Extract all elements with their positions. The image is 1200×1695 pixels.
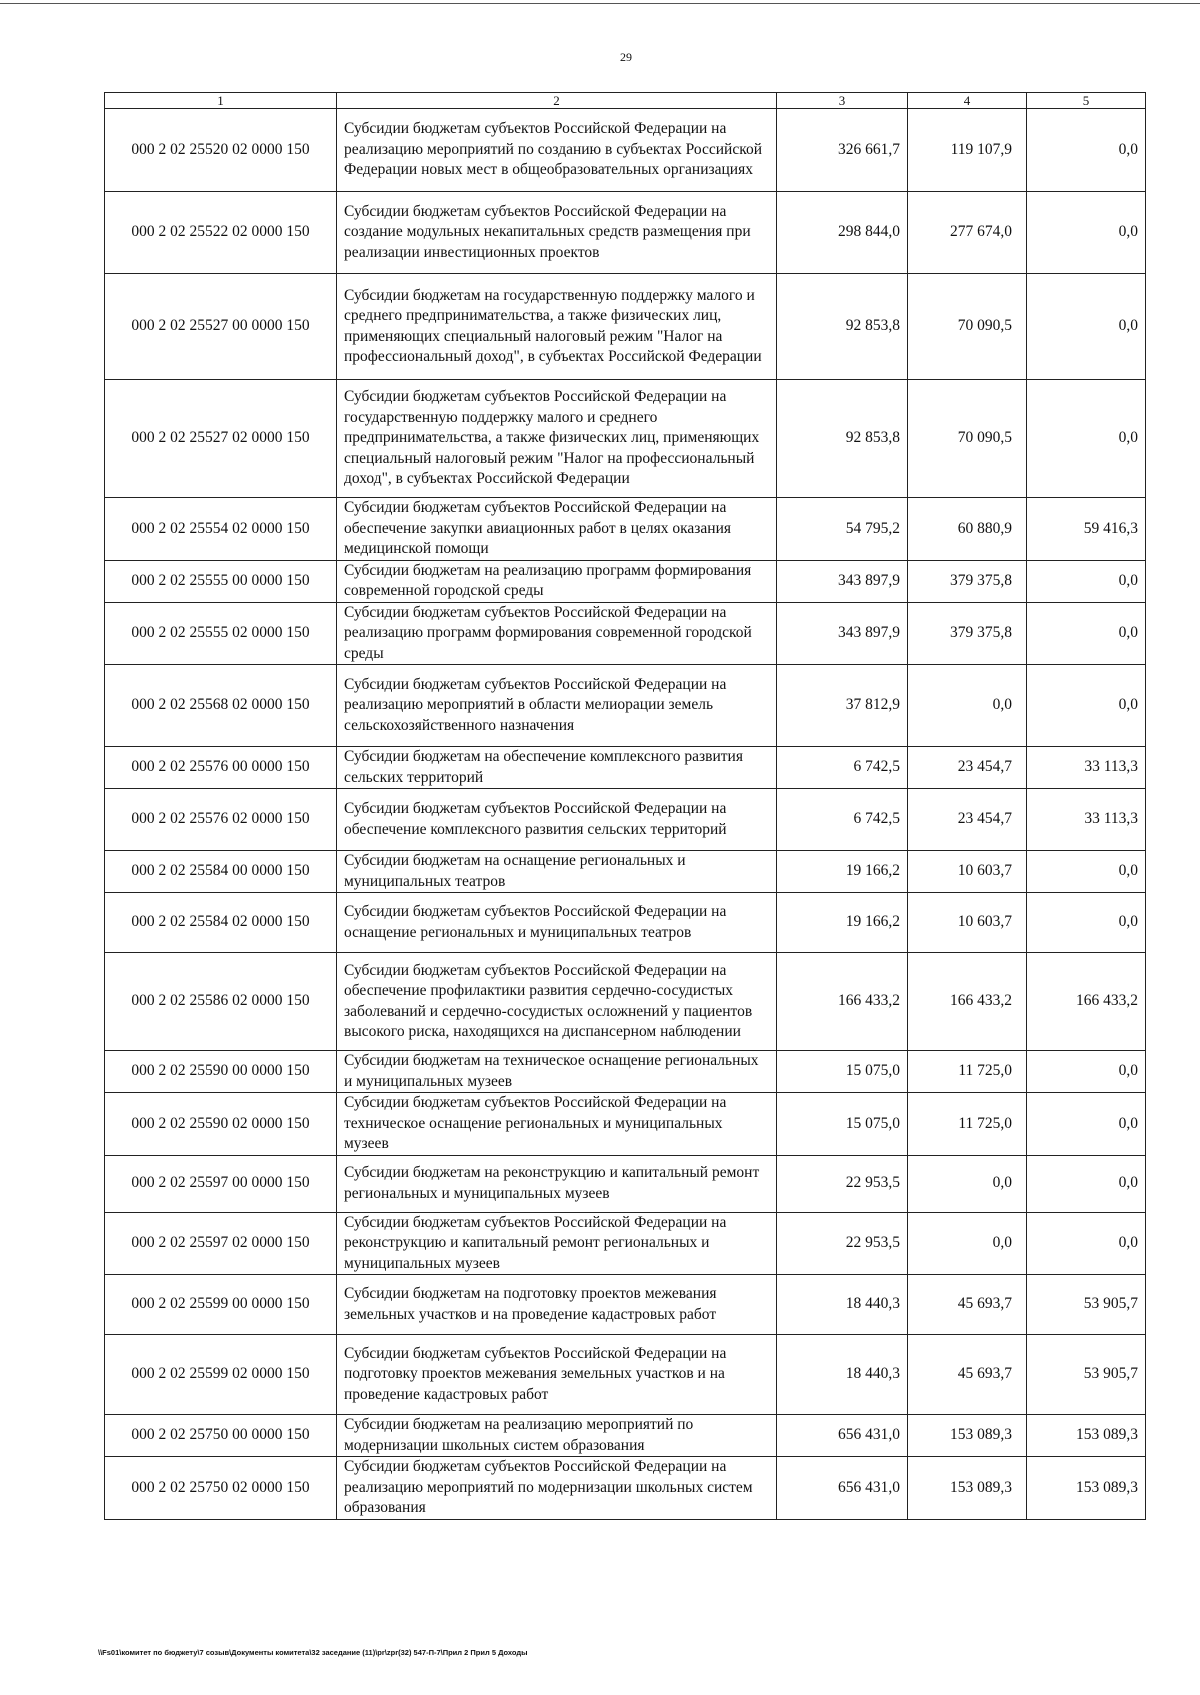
table-row xyxy=(105,192,1146,274)
table-row xyxy=(105,953,1146,1051)
amount-col4-cell: 11 725,0 xyxy=(908,1093,1027,1156)
budget-code-cell: 000 2 02 25527 00 0000 150 xyxy=(105,274,337,380)
amount-col4-cell: 153 089,3 xyxy=(908,1457,1027,1520)
description-cell: Субсидии бюджетам субъектов Российской Федерации на обеспечение комплексного развития сельских территорий xyxy=(337,789,777,851)
amount-col4-cell: 0,0 xyxy=(908,1155,1027,1212)
table-row xyxy=(105,109,1146,192)
budget-code-cell: 000 2 02 25597 00 0000 150 xyxy=(105,1155,337,1212)
description-cell: Субсидии бюджетам на подготовку проектов межевания земельных участков и на проведение кадастровых работ xyxy=(337,1275,777,1335)
amount-col5-cell: 0,0 xyxy=(1027,602,1146,665)
amount-col3-cell: 19 166,2 xyxy=(777,851,908,893)
amount-col5-cell: 153 089,3 xyxy=(1027,1457,1146,1520)
amount-col4-cell: 0,0 xyxy=(908,665,1027,747)
description-cell: Субсидии бюджетам на оснащение региональных и муниципальных театров xyxy=(337,851,777,893)
amount-col3-cell: 298 844,0 xyxy=(777,192,908,274)
amount-col4-cell: 166 433,2 xyxy=(908,953,1027,1051)
description-cell: Субсидии бюджетам на реализацию программ формирования современной городской среды xyxy=(337,560,777,602)
amount-col3-cell: 92 853,8 xyxy=(777,274,908,380)
amount-col5-cell: 0,0 xyxy=(1027,665,1146,747)
amount-col4-cell: 11 725,0 xyxy=(908,1051,1027,1093)
amount-col3-cell: 343 897,9 xyxy=(777,602,908,665)
amount-col3-cell: 166 433,2 xyxy=(777,953,908,1051)
amount-col4-cell: 70 090,5 xyxy=(908,380,1027,498)
amount-col3-cell: 6 742,5 xyxy=(777,747,908,789)
amount-col4-cell: 45 693,7 xyxy=(908,1275,1027,1335)
description-cell: Субсидии бюджетам субъектов Российской Федерации на обеспечение профилактики развития сердечно-сосудистых заболеваний и сердечно-сосудистых осложнений у пациентов высокого риска, находящихся на диспансерном наблюдении xyxy=(337,953,777,1051)
description-cell: Субсидии бюджетам на обеспечение комплексного развития сельских территорий xyxy=(337,747,777,789)
page-number: 29 xyxy=(620,50,632,64)
amount-col3-cell: 54 795,2 xyxy=(777,498,908,561)
description-cell: Субсидии бюджетам субъектов Российской Федерации на реализацию мероприятий в области мелиорации земель сельскохозяйственного назначения xyxy=(337,665,777,747)
amount-col3-cell: 6 742,5 xyxy=(777,789,908,851)
amount-col3-cell: 15 075,0 xyxy=(777,1093,908,1156)
column-number-1: 1 xyxy=(105,93,337,109)
amount-col5-cell: 0,0 xyxy=(1027,192,1146,274)
amount-col5-cell: 0,0 xyxy=(1027,1093,1146,1156)
amount-col3-cell: 15 075,0 xyxy=(777,1051,908,1093)
column-number-row xyxy=(105,93,1146,109)
budget-code-cell: 000 2 02 25555 00 0000 150 xyxy=(105,560,337,602)
amount-col4-cell: 60 880,9 xyxy=(908,498,1027,561)
budget-code-cell: 000 2 02 25750 00 0000 150 xyxy=(105,1415,337,1457)
budget-code-cell: 000 2 02 25586 02 0000 150 xyxy=(105,953,337,1051)
amount-col3-cell: 343 897,9 xyxy=(777,560,908,602)
table-row xyxy=(105,1212,1146,1275)
description-cell: Субсидии бюджетам субъектов Российской Федерации на реконструкцию и капитальный ремонт региональных и муниципальных музеев xyxy=(337,1212,777,1275)
amount-col5-cell: 0,0 xyxy=(1027,109,1146,192)
description-cell: Субсидии бюджетам субъектов Российской Федерации на реализацию мероприятий по созданию в субъектах Российской Федерации новых мест в общеобразовательных организациях xyxy=(337,109,777,192)
amount-col5-cell: 0,0 xyxy=(1027,1051,1146,1093)
amount-col4-cell: 277 674,0 xyxy=(908,192,1027,274)
amount-col4-cell: 23 454,7 xyxy=(908,789,1027,851)
table-row xyxy=(105,1275,1146,1335)
amount-col5-cell: 0,0 xyxy=(1027,560,1146,602)
budget-code-cell: 000 2 02 25584 00 0000 150 xyxy=(105,851,337,893)
budget-code-cell: 000 2 02 25527 02 0000 150 xyxy=(105,380,337,498)
budget-code-cell: 000 2 02 25590 00 0000 150 xyxy=(105,1051,337,1093)
description-cell: Субсидии бюджетам на реконструкцию и капитальный ремонт региональных и муниципальных музеев xyxy=(337,1155,777,1212)
budget-code-cell: 000 2 02 25522 02 0000 150 xyxy=(105,192,337,274)
amount-col5-cell: 33 113,3 xyxy=(1027,747,1146,789)
budget-code-cell: 000 2 02 25568 02 0000 150 xyxy=(105,665,337,747)
amount-col3-cell: 37 812,9 xyxy=(777,665,908,747)
column-number-2: 2 xyxy=(337,93,777,109)
amount-col4-cell: 23 454,7 xyxy=(908,747,1027,789)
budget-code-cell: 000 2 02 25599 02 0000 150 xyxy=(105,1335,337,1415)
amount-col4-cell: 10 603,7 xyxy=(908,851,1027,893)
budget-code-cell: 000 2 02 25576 00 0000 150 xyxy=(105,747,337,789)
budget-code-cell: 000 2 02 25584 02 0000 150 xyxy=(105,893,337,953)
amount-col3-cell: 19 166,2 xyxy=(777,893,908,953)
amount-col5-cell: 0,0 xyxy=(1027,1155,1146,1212)
table-row xyxy=(105,1415,1146,1457)
amount-col4-cell: 379 375,8 xyxy=(908,560,1027,602)
amount-col5-cell: 0,0 xyxy=(1027,380,1146,498)
amount-col4-cell: 10 603,7 xyxy=(908,893,1027,953)
amount-col5-cell: 0,0 xyxy=(1027,1212,1146,1275)
amount-col4-cell: 379 375,8 xyxy=(908,602,1027,665)
column-number-4: 4 xyxy=(908,93,1027,109)
amount-col3-cell: 92 853,8 xyxy=(777,380,908,498)
table-row xyxy=(105,1155,1146,1212)
table-row xyxy=(105,1457,1146,1520)
amount-col3-cell: 22 953,5 xyxy=(777,1212,908,1275)
budget-code-cell: 000 2 02 25597 02 0000 150 xyxy=(105,1212,337,1275)
budget-code-cell: 000 2 02 25590 02 0000 150 xyxy=(105,1093,337,1156)
description-cell: Субсидии бюджетам субъектов Российской Федерации на реализацию мероприятий по модернизации школьных систем образования xyxy=(337,1457,777,1520)
description-cell: Субсидии бюджетам субъектов Российской Федерации на обеспечение закупки авиационных работ в целях оказания медицинской помощи xyxy=(337,498,777,561)
description-cell: Субсидии бюджетам субъектов Российской Федерации на оснащение региональных и муниципальных театров xyxy=(337,893,777,953)
amount-col3-cell: 656 431,0 xyxy=(777,1415,908,1457)
amount-col4-cell: 45 693,7 xyxy=(908,1335,1027,1415)
table-body xyxy=(105,109,1146,1520)
table-row xyxy=(105,560,1146,602)
table-row xyxy=(105,665,1146,747)
amount-col5-cell: 33 113,3 xyxy=(1027,789,1146,851)
description-cell: Субсидии бюджетам субъектов Российской Федерации на создание модульных некапитальных средств размещения при реализации инвестиционных проектов xyxy=(337,192,777,274)
budget-code-cell: 000 2 02 25555 02 0000 150 xyxy=(105,602,337,665)
budget-code-cell: 000 2 02 25576 02 0000 150 xyxy=(105,789,337,851)
amount-col5-cell: 53 905,7 xyxy=(1027,1275,1146,1335)
column-number-5: 5 xyxy=(1027,93,1146,109)
table-row xyxy=(105,274,1146,380)
amount-col3-cell: 22 953,5 xyxy=(777,1155,908,1212)
table-row xyxy=(105,380,1146,498)
table-row xyxy=(105,1093,1146,1156)
amount-col3-cell: 656 431,0 xyxy=(777,1457,908,1520)
description-cell: Субсидии бюджетам субъектов Российской Федерации на подготовку проектов межевания земельных участков и на проведение кадастровых работ xyxy=(337,1335,777,1415)
column-number-3: 3 xyxy=(777,93,908,109)
amount-col4-cell: 119 107,9 xyxy=(908,109,1027,192)
table-row xyxy=(105,498,1146,561)
description-cell: Субсидии бюджетам субъектов Российской Федерации на государственную поддержку малого и среднего предпринимательства, а также физических лиц, применяющих специальный налоговый режим "Налог на профессиональный доход", в субъектах Российской Федерации xyxy=(337,380,777,498)
table-row xyxy=(105,893,1146,953)
budget-code-cell: 000 2 02 25520 02 0000 150 xyxy=(105,109,337,192)
amount-col5-cell: 0,0 xyxy=(1027,851,1146,893)
amount-col5-cell: 153 089,3 xyxy=(1027,1415,1146,1457)
description-cell: Субсидии бюджетам субъектов Российской Федерации на реализацию программ формирования современной городской среды xyxy=(337,602,777,665)
amount-col4-cell: 70 090,5 xyxy=(908,274,1027,380)
amount-col5-cell: 166 433,2 xyxy=(1027,953,1146,1051)
amount-col3-cell: 18 440,3 xyxy=(777,1275,908,1335)
amount-col3-cell: 18 440,3 xyxy=(777,1335,908,1415)
budget-code-cell: 000 2 02 25599 00 0000 150 xyxy=(105,1275,337,1335)
description-cell: Субсидии бюджетам на государственную поддержку малого и среднего предпринимательства, а также физических лиц, применяющих специальный налоговый режим "Налог на профессиональный доход", в субъектах Российской Федерации xyxy=(337,274,777,380)
scan-edge-line xyxy=(0,3,1200,4)
description-cell: Субсидии бюджетам на реализацию мероприятий по модернизации школьных систем образования xyxy=(337,1415,777,1457)
budget-code-cell: 000 2 02 25554 02 0000 150 xyxy=(105,498,337,561)
table-row xyxy=(105,747,1146,789)
budget-code-cell: 000 2 02 25750 02 0000 150 xyxy=(105,1457,337,1520)
amount-col3-cell: 326 661,7 xyxy=(777,109,908,192)
amount-col4-cell: 153 089,3 xyxy=(908,1415,1027,1457)
amount-col4-cell: 0,0 xyxy=(908,1212,1027,1275)
amount-col5-cell: 0,0 xyxy=(1027,274,1146,380)
amount-col5-cell: 0,0 xyxy=(1027,893,1146,953)
table-row xyxy=(105,851,1146,893)
table-row xyxy=(105,789,1146,851)
amount-col5-cell: 53 905,7 xyxy=(1027,1335,1146,1415)
table-row xyxy=(105,1335,1146,1415)
table-row xyxy=(105,1051,1146,1093)
amount-col5-cell: 59 416,3 xyxy=(1027,498,1146,561)
table-row xyxy=(105,602,1146,665)
file-path-footer: \\Fs01\комитет по бюджету\7 созыв\Документы комитета\32 заседание (11)\pr\zpr(32) 547-П-7\Прил 2 Прил 5 Доходы xyxy=(98,1648,528,1657)
description-cell: Субсидии бюджетам на техническое оснащение региональных и муниципальных музеев xyxy=(337,1051,777,1093)
description-cell: Субсидии бюджетам субъектов Российской Федерации на техническое оснащение региональных и муниципальных музеев xyxy=(337,1093,777,1156)
revenue-table xyxy=(104,92,1146,1520)
